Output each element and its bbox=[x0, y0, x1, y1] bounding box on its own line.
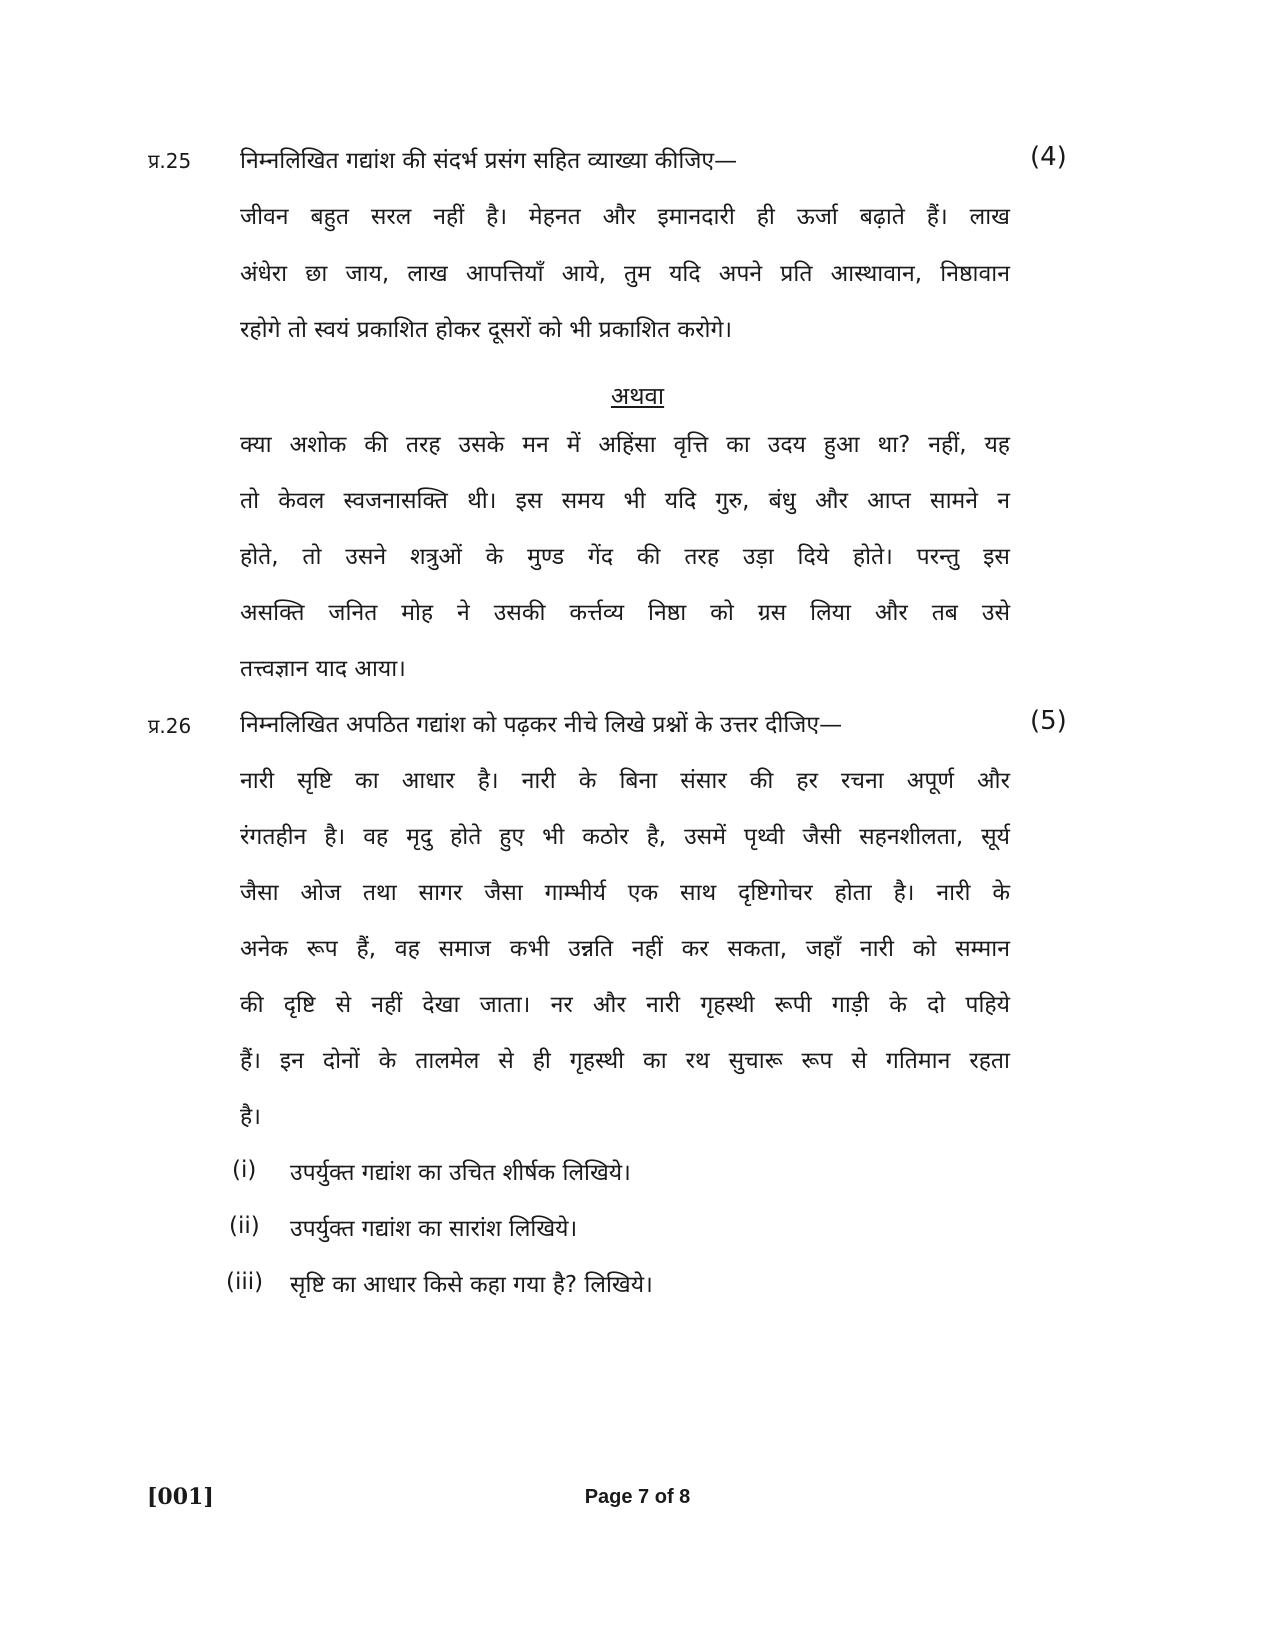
question-number-25: प्र.25 bbox=[148, 149, 192, 173]
q25-marks: (4) bbox=[1030, 142, 1067, 172]
q25-alt-passage-line: असक्ति जनित मोह ने उसकी कर्त्तव्य निष्ठा को ग्रस लिया और तब उसे bbox=[240, 600, 1010, 626]
subquestion-label: (iii) bbox=[226, 1269, 264, 1295]
q25-passage-line: अंधेरा छा जाय, लाख आपत्तियाँ आये, तुम यदि अपने प्रति आस्थावान, निष्ठावान bbox=[240, 261, 1010, 287]
q26-passage-line: हैं। इन दोनों के तालमेल से ही गृहस्थी का रथ सुचारू रूप से गतिमान रहता bbox=[240, 1048, 1010, 1074]
q26-passage-line: की दृष्टि से नहीं देखा जाता। नर और नारी गृहस्थी रूपी गाड़ी के दो पहिये bbox=[240, 992, 1010, 1018]
q26-passage-line: है। bbox=[240, 1104, 261, 1130]
subquestion-text: सृष्टि का आधार किसे कहा गया है? लिखिये। bbox=[290, 1272, 653, 1298]
page-number: Page 7 of 8 bbox=[584, 1486, 691, 1508]
q25-alt-passage-line: होते, तो उसने शत्रुओं के मुण्ड गेंद की तरह उड़ा दिये होते। परन्तु इस bbox=[240, 544, 1010, 570]
q25-alt-passage-line: क्या अशोक की तरह उसके मन में अहिंसा वृत्ति का उदय हुआ था? नहीं, यह bbox=[240, 432, 1010, 458]
or-heading bbox=[0, 379, 1275, 412]
subquestion-text: उपर्युक्त गद्यांश का सारांश लिखिये। bbox=[290, 1216, 578, 1242]
subquestion-label: (i) bbox=[232, 1157, 257, 1183]
paper-code: [001] bbox=[147, 1484, 214, 1510]
q25-alt-passage-line: तत्त्वज्ञान याद आया। bbox=[240, 656, 406, 682]
q25-passage-line: रहोगे तो स्वयं प्रकाशित होकर दूसरों को भी प्रकाशित करोगे। bbox=[240, 317, 733, 343]
q26-passage-line: रंगतहीन है। वह मृदु होते हुए भी कठोर है, उसमें पृथ्वी जैसी सहनशीलता, सूर्य bbox=[240, 824, 1010, 850]
q26-passage-line: अनेक रूप हैं, वह समाज कभी उन्नति नहीं कर सकता, जहाँ नारी को सम्मान bbox=[240, 936, 1010, 962]
q26-marks: (5) bbox=[1030, 706, 1067, 736]
question-number-26: प्र.26 bbox=[148, 714, 192, 738]
q26-passage-line: नारी सृष्टि का आधार है। नारी के बिना संसार की हर रचना अपूर्ण और bbox=[240, 768, 1010, 794]
q25-instruction: निम्नलिखित गद्यांश की संदर्भ प्रसंग सहित व्याख्या कीजिए— bbox=[240, 148, 738, 174]
q26-passage-line: जैसा ओज तथा सागर जैसा गाम्भीर्य एक साथ दृष्टिगोचर होता है। नारी के bbox=[240, 880, 1010, 906]
or-heading-text: अथवा bbox=[610, 382, 665, 410]
q25-alt-passage-line: तो केवल स्वजनासक्ति थी। इस समय भी यदि गुरु, बंधु और आप्त सामने न bbox=[240, 488, 1010, 514]
q26-instruction: निम्नलिखित अपठित गद्यांश को पढ़कर नीचे लिखे प्रश्नों के उत्तर दीजिए— bbox=[240, 712, 843, 738]
q25-passage-line: जीवन बहुत सरल नहीं है। मेहनत और इमानदारी ही ऊर्जा बढ़ाते हैं। लाख bbox=[240, 204, 1010, 230]
subquestion-text: उपर्युक्त गद्यांश का उचित शीर्षक लिखिये। bbox=[290, 1160, 631, 1186]
subquestion-label: (ii) bbox=[229, 1213, 260, 1239]
